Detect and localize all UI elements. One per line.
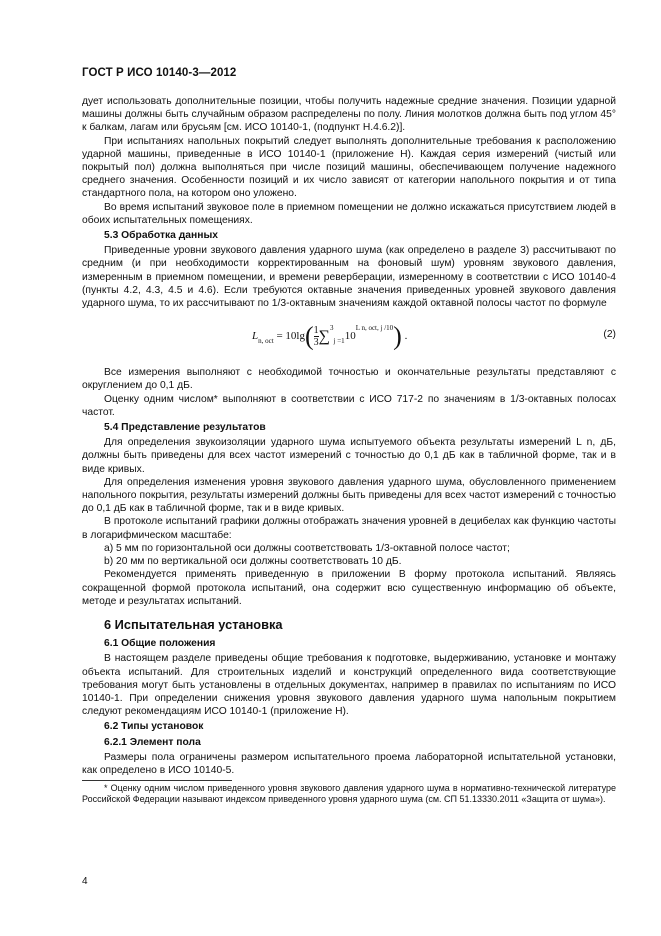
page-number: 4 [82, 876, 88, 887]
formula-number: (2) [603, 329, 616, 341]
section-heading-6-2: 6.2 Типы установок [104, 721, 204, 733]
paragraph: Оценку одним числом* выполняют в соответствии с ИСО 717-2 по значениям в 1/3-октавных полосах частот. [82, 393, 616, 418]
paragraph: Во время испытаний звуковое поле в приемном помещении не должно искажаться присутствием людей в обоих испытательных помещениях. [82, 201, 616, 226]
page-header: ГОСТ Р ИСО 10140-3—2012 [82, 67, 237, 79]
paren-left: ( [304, 321, 314, 351]
paragraph: Приведенные уровни звукового давления ударного шума (как определено в разделе 3) рассчитывают по средним (и при необходимости корректированным на фоновый шум) уровням звукового давления, измеренным в приемном помещении, и времени реверберации, измеренному в соответствии с ИСО 10140-4 (пункты 4.2, 4.3, 4.5 и 4.6). Если требуются октавные значения приведенных уровней звукового давления ударного шума, то их рассчитывают по 1/3-октавным значениям каждой октавной полосы частот по формуле [82, 245, 616, 310]
formula-lhs-sub: n, oct [258, 337, 274, 346]
section-heading-6: 6 Испытательная установка [104, 616, 283, 632]
section-heading-6-2-1: 6.2.1 Элемент пола [104, 736, 201, 748]
sum-sign: ∑ [318, 328, 331, 346]
sum-top: 3 [330, 324, 334, 333]
formula-eq: = 10lg [276, 330, 305, 343]
fraction-denominator: 3 [313, 337, 319, 349]
formula-lhs: L [252, 330, 259, 343]
footnote-divider [82, 780, 232, 781]
list-item: b) 20 мм по вертикальной оси должны соответствовать 10 дБ. [104, 556, 402, 568]
paragraph: При испытаниях напольных покрытий следует выполнять дополнительные требования к расположению ударной машины, приведенные в ИСО 10140-1 (приложение Н). Каждая серия измерений (чистый или покрытый пол) должна выполняться при числе позиций машины, обеспечивающем получение надежного среднего значения. Особенности позиций и их число зависят от категории напольного покрытия и от типа стандартного пола, на котором оно уложено. [82, 135, 616, 200]
formula-exponent: L n, oct, j /10 [355, 324, 394, 333]
formula-2 [82, 314, 616, 360]
paragraph: В настоящем разделе приведены общие требования к подготовке, выдерживанию, установке и монтажу объекта испытаний. Для строительных изделий и конструкций определенного вида соответствующие требования могут быть установлены в отдельных документах, например в правилах по испытаниям по ИСО 10140-1. При определении снижения уровня звукового давления ударного шума напольным покрытием следуют рекомендациям ИСО 10140-1 (приложение Н). [82, 653, 616, 718]
page-body [82, 95, 616, 805]
paragraph: В протоколе испытаний графики должны отображать значения уровней в децибелах как функцию частоты в логарифмическом масштабе: [82, 516, 616, 541]
paragraph: дует использовать дополнительные позиции, чтобы получить надежные средние значения. Позиции ударной машины должны быть случайным образом распределены по полу. Линия молотков должна быть под углом 45° к балкам, лагам или брусьям [см. ИСО 10140-1, (подпункт Н.4.6.2)]. [82, 96, 616, 134]
section-heading-5-4: 5.4 Представление результатов [104, 422, 266, 434]
paren-right: ) [393, 321, 402, 351]
paragraph: Размеры пола ограничены размером испытательного проема лабораторной испытательной установки, как определено в ИСО 10140-5. [82, 751, 616, 776]
sum-bottom: j =1 [333, 337, 345, 346]
paragraph: Для определения звукоизоляции ударного шума испытуемого объекта результаты измерений L n, дБ, должны быть приведены для всех частот измерений с точностью до 0,1 дБ как в табличной форме, так и в виде кривых. [82, 437, 616, 475]
footnote: * Оценку одним числом приведенного уровня звукового давления ударного шума в нормативно-технической литературе Российской Федерации называют индексом приведенного уровня ударного шума (см. СП 51.13330.2011 «Защита от шума»). [82, 783, 616, 805]
fraction-numerator: 1 [313, 325, 319, 337]
formula-base: 10 [344, 330, 356, 343]
section-heading-5-3: 5.3 Обработка данных [104, 230, 218, 242]
paragraph: Все измерения выполняют с необходимой точностью и окончательные результаты представляют с округлением до 0,1 дБ. [82, 367, 616, 392]
paragraph: Для определения изменения уровня звукового давления ударного шума, обусловленного применением напольного покрытия, результаты измерений должны быть приведены для всех частот измерений с точностью до 0,1 дБ как в табличной форме, так и в виде кривых. [82, 476, 616, 515]
section-heading-6-1: 6.1 Общие положения [104, 638, 216, 650]
formula-expression: $L_{n, oct} = 10\lg$( $\frac{1}{3}$ $\sum^3_{j =1}10^{L n, oct, j /10}$) . [252, 321, 408, 351]
list-item: a) 5 мм по горизонтальной оси должны соответствовать 1/3-октавной полосе частот; [104, 542, 510, 554]
paragraph: Рекомендуется применять приведенную в приложении В форму протокола испытаний. Являясь сокращенной формой протокола испытаний, она содержит всю существенную информацию об объекте, методе и результатах испытаний. [82, 569, 616, 607]
